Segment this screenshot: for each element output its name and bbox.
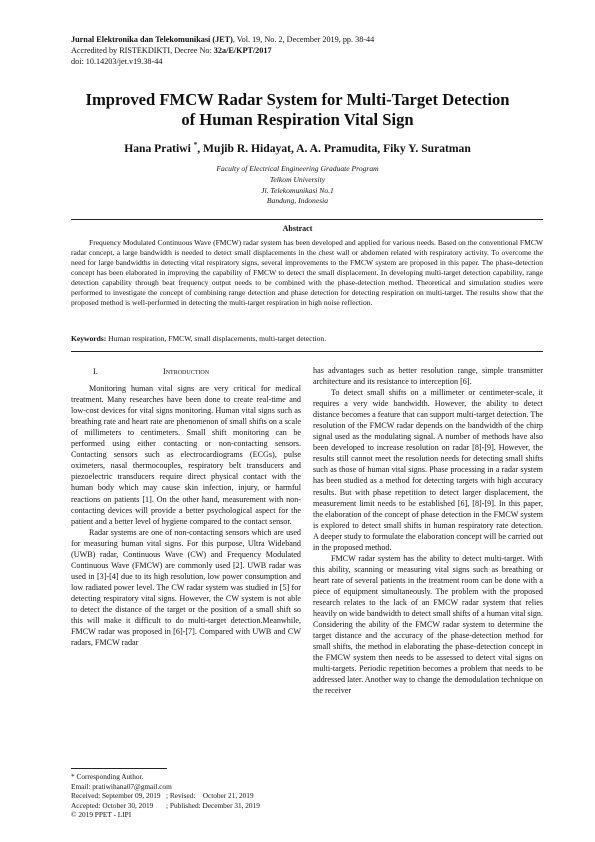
author-email[interactable]: Email: pratiwihana07@gmail.com [71, 781, 172, 791]
section-title: Introduction [162, 367, 210, 376]
affiliation-line: Faculty of Electrical Engineering Graduate Program [216, 164, 379, 173]
doi-line[interactable]: doi: 10.14203/jet.v19.38-44 [71, 57, 163, 67]
corresponding-author-mark: * [193, 141, 198, 149]
journal-name: Jurnal Elektronika dan Telekomunikasi (JET) [71, 35, 233, 44]
footnote-rule [71, 768, 167, 769]
copyright-notice: © 2019 PPET - LIPI [71, 810, 132, 819]
accreditation-line [71, 45, 374, 56]
body-paragraph: Radar systems are one of non-contacting sensors which are used for measuring human vital signs. For this purpose, Ultra Wideband (UWB) radar, Continuous Wave (CW) and Frequency Modulated Continuous Wave (FMCW) are commonly used [2]. UWB radar was used in [3]-[4] due to its high resolution, low power consumption and low radiated power level. The CW radar system was studied in [5] for detecting respiratory vital signs. However, the CW system is not able to detect the distance of the target or the position of a small shift so this will make it difficult to do multi-target detection.Meanwhile, FMCW radar was proposed in [6]-[7]. Compared with UWB and CW radars, FMCW radar [71, 527, 301, 648]
keywords [71, 334, 543, 343]
first-author: Hana Pratiwi [124, 141, 194, 155]
corresponding-author-note: * Corresponding Author. [71, 772, 144, 781]
journal-header [71, 34, 374, 68]
paper-title [60, 90, 535, 130]
affiliation [60, 164, 535, 207]
title-line-2: of Human Respiration Vital Sign [181, 110, 414, 129]
keywords-text: Human respiration, FMCW, small displacements, multi-target detection. [106, 334, 327, 343]
body-paragraph: has advantages such as better resolution range, simple transmitter architecture and its resistance to interception [6]. [313, 366, 543, 387]
author-list [60, 141, 535, 155]
journal-volume-info: , Vol. 19, No. 2, December 2019, pp. 38-44 [232, 35, 375, 44]
affiliation-line: Jl. Telekomunikasi No.1 [261, 185, 334, 195]
section-number: I. [92, 367, 98, 376]
received-revised-dates: Received: September 09, 2019 ; Revised: October 21, 2019 [71, 791, 254, 800]
abstract-bottom-rule [71, 351, 543, 352]
footnote [71, 772, 303, 820]
body-paragraph: FMCW radar system has the ability to detect multi-target. With this ability, scanning or measuring vital signs such as breathing or heart rate of several patients in the treatment room can be done with a piece of equipment simultaneously. The problem with the proposed research relates to the lack of an FMCW radar system that relies heavily on wide bandwidth to detect small shifts of a human vital sign. Considering the ability of the FMCW radar system to determine the target distance and the accuracy of the phase-detection method for small shifts, the method in elaborating the phase-detection concept in the FMCW system then needs to be assessed to detect vital signs on multi-targets. Periodic repetition becomes a problem that needs to be addressed later. Another way to change the demodulation technique on the receiver [313, 553, 543, 696]
other-authors: , Mujib R. Hidayat, A. A. Pramudita, Fiky Y. Suratman [197, 141, 471, 155]
abstract-body [71, 238, 543, 308]
body-paragraph: Monitoring human vital signs are very critical for medical treatment. Many researches have been done to create real-time and low-cost devices for vital signs monitoring. Human vital signs such as breathing rate and heart rate are phenomenon of small shifts on a scale of millimeters to centimeters. Small shift monitoring can be performed using either contacting or non-contacting sensors. Contacting sensors such as electrocardiograms (ECGs), pulse oximeters, nasal thermocouples, respiratory belt transducers and piezoelectric transducers require direct physical contact with the human body which may cause skin infection, injury, or harmful reactions on patients [1]. On the other hand, measurement with non-contacting devices will provide a better psychological aspect for the patient and a better level of hygiene compared to the contact sensor. [71, 384, 301, 526]
affiliation-line: Telkom University [269, 174, 326, 184]
accreditation-number: 32a/E/KPT/2017 [213, 46, 272, 56]
title-line-1: Improved FMCW Radar System for Multi-Target Detection [85, 90, 510, 109]
abstract-heading: Abstract [282, 224, 313, 233]
journal-citation-line [71, 34, 374, 45]
accepted-published-dates: Accepted: October 30, 2019 ; Published: December 31, 2019 [71, 800, 260, 810]
abstract-top-rule [71, 219, 543, 220]
accreditation-prefix: Accredited by RISTEKDIKTI, Decree No: [71, 46, 214, 56]
keywords-label: Keywords: [71, 334, 107, 343]
affiliation-line: Bandung, Indonesia [266, 196, 329, 206]
abstract-text: Frequency Modulated Continuous Wave (FMCW) radar system has been developed and applied for various needs. Based on the conventional FMCW radar concept, a large bandwidth is needed to detect small displacements in the chest wall or abdomen related with respiratory activity. To overcome the need for large bandwidths in detecting vital respiratory signs, several improvements to the FMCW system are proposed in this paper. The phase-detection concept has been elaborated in improving the capability of FMCW to detect the small displacement. In developing multi-target detection capability, range detection capability through beat frequency output needs to be combined with the phase-detection method. Theoretical and simulation studies were performed to investigate the concept of combining range detection and phase detection for detecting respiration on multi-target. The results show that the proposed method is well-performed in detecting the multi-target respiration in high noise reflection. [71, 238, 543, 308]
body-paragraph: To detect small shifts on a millimeter or centimeter-scale, it requires a very wide bandwidth. However, the ability to detect distance becomes a feature that can support multi-target detection. The resolution of the FMCW radar depends on the bandwidth of the chirp signal used as the modulating signal. A number of methods have also been developed to increase resolution on radar [8]-[9]. However, the results still cannot meet the resolution needs for detecting small shifts such as those of human vital signs. Phase processing in a radar system has been studied as a method for detecting targets with high accuracy results. But with phase repetition to detect larger displacement, the measurement limit needs to be established [6], [8]-[9]. In this paper, the elaboration of the concept of phase detection in the FMCW system is explored to detect small shifts in human respiratory rate detection. A deeper study to formulate the elaboration concept will be carried out in the proposed method. [313, 388, 543, 552]
right-column [313, 365, 543, 696]
left-column [71, 365, 301, 648]
section-heading-introduction [71, 366, 301, 377]
